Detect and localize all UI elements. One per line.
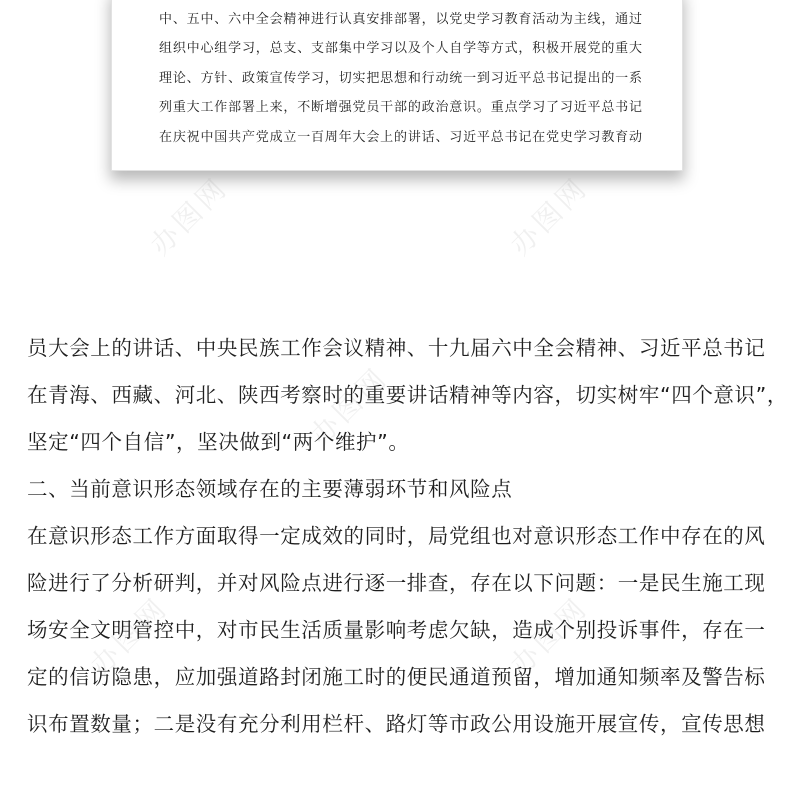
preview-line: 在庆祝中国共产党成立一百周年大会上的讲话、习近平总书记在党史学习教育动 bbox=[159, 129, 642, 145]
body-line: 识布置数量；二是没有充分利用栏杆、路灯等市政公用设施开展宣传，宣传思想 bbox=[27, 712, 766, 736]
body-line: 险进行了分析研判，并对风险点进行逐一排查，存在以下问题：一是民生施工现 bbox=[27, 571, 766, 595]
watermark: 办图网 bbox=[83, 590, 175, 682]
body-line: 坚定“四个自信”，坚决做到“两个维护”。 bbox=[27, 430, 410, 454]
watermark: 办图网 bbox=[503, 590, 595, 682]
preview-line: 组织中心组学习，总支、支部集中学习以及个人自学等方式，积极开展党的重大 bbox=[159, 41, 642, 57]
preview-paragraph bbox=[159, 5, 642, 152]
preview-line: 中、五中、六中全会精神进行认真安排部署，以党史学习教育活动为主线，通过 bbox=[159, 12, 642, 27]
document-preview-card bbox=[112, 0, 682, 170]
body-line: 场安全文明管控中，对市民生活质量影响考虑欠缺，造成个别投诉事件，存在一 bbox=[27, 618, 766, 642]
preview-line: 列重大工作部署上来，不断增强党员干部的政治意识。重点学习了习近平总书记 bbox=[159, 100, 642, 116]
body-line: 定的信访隐患，应加强道路封闭施工时的便民通道预留，增加通知频率及警告标 bbox=[27, 665, 766, 689]
document-body bbox=[27, 325, 788, 748]
body-line: 在青海、西藏、河北、陕西考察时的重要讲话精神等内容，切实树牢“四个意识”， bbox=[27, 383, 788, 407]
body-line: 员大会上的讲话、中央民族工作会议精神、十九届六中全会精神、习近平总书记 bbox=[27, 336, 766, 360]
section-heading: 二、当前意识形态领域存在的主要薄弱环节和风险点 bbox=[27, 477, 513, 501]
body-line: 在意识形态工作方面取得一定成效的同时，局党组也对意识形态工作中存在的风 bbox=[27, 524, 766, 548]
watermark: 办图网 bbox=[503, 170, 595, 262]
watermark: 办图网 bbox=[303, 360, 395, 452]
watermark: 办图网 bbox=[143, 170, 235, 262]
preview-line: 理论、方针、政策宣传学习，切实把思想和行动统一到习近平总书记提出的一系 bbox=[159, 70, 642, 86]
